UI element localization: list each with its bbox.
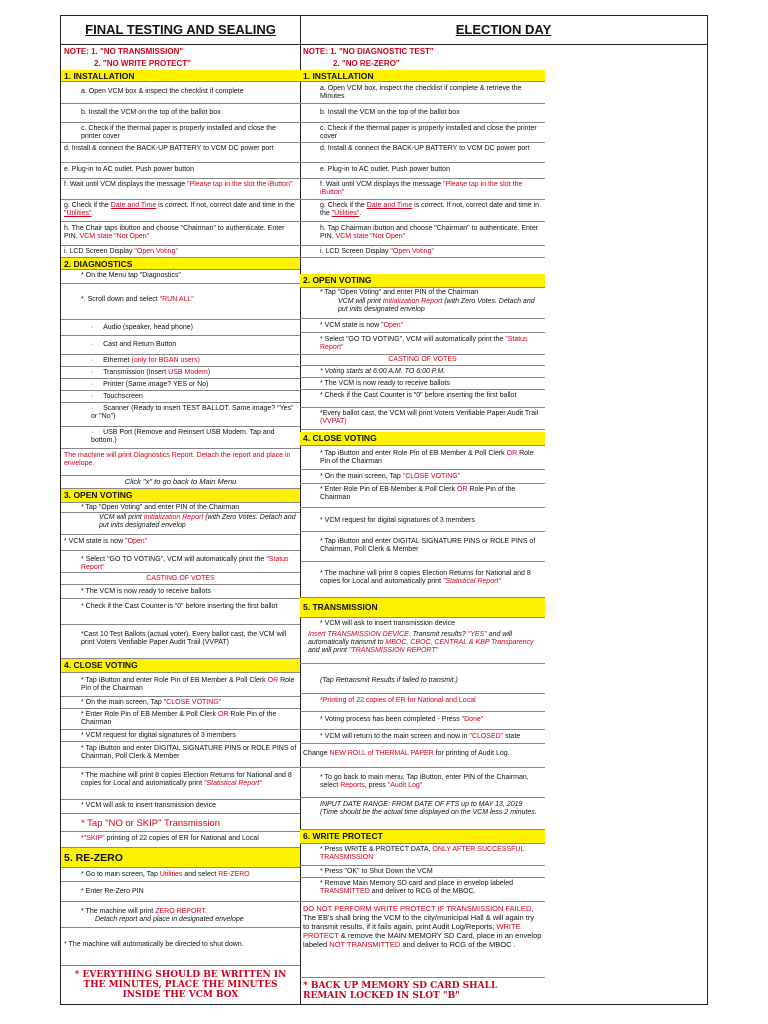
open-counter: * Check if the Cast Counter is "0" before inserting the first ballot — [300, 390, 545, 408]
open-tap: * Tap "Open Voting" and enter PIN of the Chairman — [320, 289, 479, 296]
open-ready: * The VCM is now ready to receive ballots — [61, 585, 300, 599]
column-title: FINAL TESTING AND SEALING — [61, 16, 300, 45]
open-every: *Every ballot cast, the VCM will print Voters Verifiable Paper Audit Trail (VVPAT) — [300, 408, 545, 430]
trans-change: Change NEW ROLL of THERMAL PAPER for printing of Audit Log. — [300, 744, 545, 768]
diag-menu: * On the Menu tap "Diagnostics" — [61, 270, 300, 284]
backup-reminder: * BACK UP MEMORY SD CARD SHALL REMAIN LOCKED IN SLOT "B" — [303, 981, 498, 1001]
trans-ask: * VCM will ask to insert transmission device — [320, 620, 455, 627]
open-state: * VCM state is now "Open" — [300, 319, 545, 333]
note-line: 2. "NO RE-ZERO" — [333, 59, 400, 68]
step-c: c. Check if the thermal paper is properly installed and close the printer cover — [300, 123, 545, 143]
step-f: f. Wait until VCM displays the message "Please tap in the slot the iButton" — [61, 179, 300, 200]
diag-cast: · Cast and Return Button — [61, 336, 300, 355]
close-digital: * Tap iButton and enter DIGITAL SIGNATURE PINS or ROLE PINS of Chairman, Poll Clerk & Member — [300, 532, 545, 562]
section-heading: 4. CLOSE VOTING — [300, 432, 545, 446]
section-heading: 2. OPEN VOTING — [300, 274, 545, 288]
section-heading: 1. INSTALLATION — [300, 70, 545, 82]
note-line: NOTE: 1. "NO TRANSMISSION" — [64, 47, 184, 56]
close-enter: * Enter Role Pin of EB Member & Poll Clerk OR Role Pin of the Chairman — [61, 709, 300, 730]
section-heading: 4. CLOSE VOTING — [61, 659, 300, 673]
step-g: g. Check if the Date and Time is correct. If not, correct date and time in the "Utilities". — [300, 200, 545, 222]
open-ready: * The VCM is now ready to receive ballots — [300, 378, 545, 390]
close-ask: * VCM will ask to insert transmission device — [61, 800, 300, 814]
diag-ethernet: · Ethernet (only for BGAN users) — [61, 355, 300, 367]
column-title: ELECTION DAY — [300, 16, 707, 45]
election-day-column — [300, 16, 707, 1004]
section-heading: 6. WRITE PROTECT — [300, 830, 545, 844]
section-heading: 2. DIAGNOSTICS — [61, 258, 300, 270]
step-f: f. Wait until VCM displays the message "Please tap in the slot the iButton" — [300, 179, 545, 200]
open-state: * VCM state is now "Open" — [61, 535, 300, 551]
close-main: * On the main screen, Tap "CLOSE VOTING" — [300, 470, 545, 484]
rezero-print: * The machine will print ZERO REPORT. Detach report and place in designated envelope — [61, 902, 300, 928]
section-heading: 1. INSTALLATION — [61, 70, 300, 82]
step-d: d. Install & connect the BACK-UP BATTERY to VCM DC power port — [300, 143, 545, 163]
open-print: VCM will print Initialization Report (with Zero Votes. Detach and put inits designated envelop — [300, 297, 545, 319]
close-tap: * Tap iButton and enter Role Pin of EB Member & Poll Clerk OR Role Pin of the Chairman — [61, 673, 300, 697]
rezero-shut: * The machine will automatically be directed to shut down. — [61, 928, 300, 966]
step-h: h. The Chair taps ibutton and choose "Chairman" to authenticate. Enter PIN. VCM state "Not Open" — [61, 222, 300, 246]
open-tap: * Tap "Open Voting" and enter PIN of the Chairman — [61, 503, 300, 513]
trans-closed: * VCM will return to the main screen and now in "CLOSED" state — [300, 730, 545, 744]
write-ok: * Press "OK" to Shut Down the VCM — [300, 866, 545, 878]
close-digital: * Tap iButton and enter DIGITAL SIGNATURE PINS or ROLE PINS of Chairman, Poll Clerk & Member — [61, 742, 300, 768]
write-donot: DO NOT PERFORM WRITE PROTECT IF TRANSMISSION FAILED, The EB's shall bring the VCM to the city/municipal Hall & will again try to transmit results, if it fails again, print Audit Log/Reports, WRITE PROTECT & remove the MAIN MEMORY SD Card, place in an envelop labeled NOT TRANSMITTED and deliver to RCG of the MBOC . — [300, 902, 545, 978]
write-press: * Press WRITE & PROTECT DATA, ONLY AFTER SUCCESSFUL TRANSMISSION — [300, 844, 545, 866]
open-counter: * Check if the Cast Counter is "0" before inserting the first ballot — [61, 599, 300, 625]
trans-goback: * To go back to main menu, Tap iButton, enter PIN of the Chairman, select Reports, press "Audit Log" — [300, 768, 545, 798]
step-c: c. Check if the thermal paper is properly installed and close the printer cover — [61, 123, 300, 143]
section-heading: 5. TRANSMISSION — [300, 598, 545, 618]
trans-range: INPUT DATE RANGE: FROM DATE OF FTS up to MAY 13, 2019 (Time should be the actual time displayed on the VCM less 2 minutes. — [300, 798, 545, 830]
step-e: e. Plug-in to AC outlet. Push power button — [61, 163, 300, 179]
trans-insert: Insert TRANSMISSION DEVICE. Transmit results? "YES" and will automatically transmit to MBOC, CBOC, CENTRAL & KBP Transparency and will print "TRANSMISSION REPORT" — [300, 630, 545, 664]
section-heading: 3. OPEN VOTING — [61, 489, 300, 503]
final-testing-column — [61, 16, 301, 1004]
step-i: i. LCD Screen Display "Open Voting" — [300, 246, 545, 258]
close-print: * The machine will print 8 copies Election Returns for National and 8 copies for Local and automatically print "Statistical Report" — [300, 562, 545, 598]
open-cast10: *Cast 10 Test Ballots (actual voter). Every ballot cast, the VCM will print Voters Verifiable Paper Audit Trail (VVPAT) — [61, 625, 300, 659]
trans-retransmit: (Tap Retransmit Results if failed to transmit.) — [300, 664, 545, 694]
open-print: VCM will print Initialization Report (with Zero Votes. Detach and put inits designated envelop — [61, 513, 300, 535]
close-skip: *"SKIP" printing of 22 copies of ER for National and Local — [61, 832, 300, 848]
diag-scanner: · Scanner (Ready to insert TEST BALLOT. Same image? "Yes" or "No") — [61, 403, 300, 427]
section-heading: 5. RE-ZERO — [61, 848, 300, 868]
close-noskip: * Tap "NO or SKIP" Transmission — [61, 814, 300, 832]
close-print: * The machine will print 8 copies Election Returns for National and 8 copies for Local and automatically print "Statistical Report" — [61, 768, 300, 800]
trans-printing: *Printing of 22 copies of ER for National and Local — [300, 694, 545, 712]
step-a: a. Open VCM box & inspect the checklist if complete — [61, 82, 300, 104]
close-request: * VCM request for digital signatures of 3 members — [61, 730, 300, 742]
close-request: * VCM request for digital signatures of 3 members — [300, 508, 545, 532]
diag-audio: · Audio (speaker, head phone) — [61, 320, 300, 336]
trans-done: * Voting process has been completed - Press "Done" — [300, 712, 545, 730]
open-starts: * Voting starts at 6:00 A.M. TO 6:00 P.M. — [300, 366, 545, 378]
casting-heading: CASTING OF VOTES — [61, 573, 300, 585]
diag-scroll: *. Scroll down and select "RUN ALL" — [61, 284, 300, 320]
note-line: 2. "NO WRITE PROTECT" — [94, 59, 191, 68]
open-goto: * Select "GO TO VOTING", VCM will automatically print the "Status Report" — [61, 551, 300, 573]
note-line: NOTE: 1. "NO DIAGNOSTIC TEST" — [303, 47, 434, 56]
diag-report: The machine will print Diagnostics Report. Detach the report and place in envelope. — [61, 449, 300, 476]
write-remove: * Remove Main Memory SD card and place in envelop labeled TRANSMITTED and deliver to RCG of the MBOC. — [300, 878, 545, 902]
step-b: b. Install the VCM on the top of the ballot box — [61, 104, 300, 123]
diag-transmission: · Transmission (Insert USB Modem) — [61, 367, 300, 379]
step-h: h. Tap Chairman ibutton and choose "Chairman" to authenticate. Enter PIN. VCM state "Not Open" — [300, 222, 545, 246]
close-enter: * Enter Role Pin of EB Member & Poll Clerk OR Role Pin of the Chairman — [300, 484, 545, 508]
minutes-reminder: * EVERYTHING SHOULD BE WRITTEN IN THE MINUTES, PLACE THE MINUTES INSIDE THE VCM BOX — [74, 970, 287, 1000]
close-tap: * Tap iButton and enter Role Pin of EB Member & Poll Clerk OR Role Pin of the Chairman — [300, 446, 545, 470]
checklist-sheet — [60, 15, 708, 1005]
diag-usb: · USB Port (Remove and Reinsert USB Modem. Tap and bottom.) — [61, 427, 300, 449]
step-g: g. Check if the Date and Time is correct. If not, correct date and time in the "Utilities". — [61, 200, 300, 222]
casting-heading: CASTING OF VOTES — [300, 355, 545, 366]
step-i: i. LCD Screen Display "Open Voting" — [61, 246, 300, 258]
step-e: e. Plug-in to AC outlet. Push power button — [300, 163, 545, 179]
diag-back: Click "x" to go back to Main Menu — [61, 476, 300, 489]
rezero-pin: * Enter Re-Zero PIN — [61, 882, 300, 902]
step-d: d. Install & connect the BACK-UP BATTERY to VCM DC power port — [61, 143, 300, 163]
diag-touch: · Touchscreen — [61, 391, 300, 403]
close-main: * On the main screen, Tap "CLOSE VOTING" — [61, 697, 300, 709]
diag-printer: · Printer (Same image? YES or No) — [61, 379, 300, 391]
open-goto: * Select "GO TO VOTING", VCM will automatically print the "Status Report" — [300, 333, 545, 355]
step-b: b. Install the VCM on the top of the ballot box — [300, 104, 545, 123]
rezero-go: * Go to main screen, Tap Utilities and select RE-ZERO — [61, 868, 300, 882]
step-a: a. Open VCM box, inspect the checklist if complete & retrieve the Minutes — [300, 82, 545, 104]
